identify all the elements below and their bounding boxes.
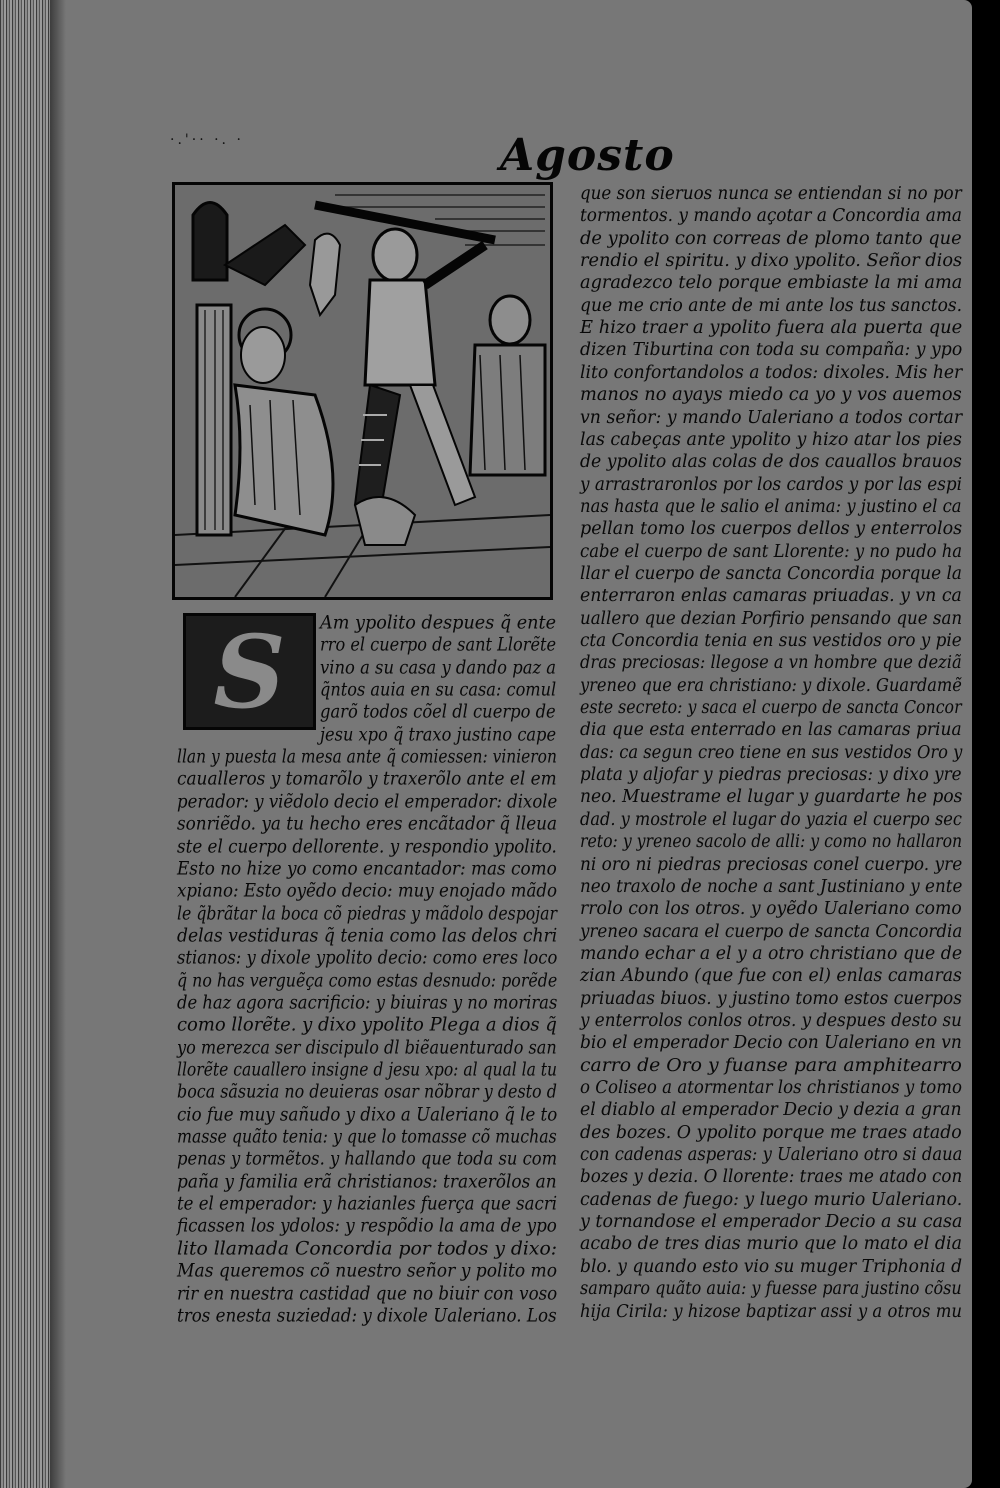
text-line: enterraron enlas camaras priuadas. y vn ca	[580, 585, 962, 606]
text-line: agradezco telo porque embiaste la mi ama	[580, 272, 963, 293]
text-line: priuadas biuos. y justino tomo estos cuerpos	[580, 987, 962, 1009]
text-line: de ypolito con correas de plomo tanto que	[580, 227, 962, 249]
text-line: boca sãsuzia no deuieras osar nõbrar y desto d	[177, 1081, 557, 1103]
text-line: reto: y yreneo sacolo de alli: y como no hallaron	[580, 831, 963, 852]
text-line: lito llamada Concordia por todos y dixo:	[177, 1237, 558, 1260]
text-line: manos no ayays miedo ca yo y vos auemos	[580, 384, 962, 405]
text-line: dizen Tiburtina con toda su compaña: y ypo	[580, 339, 963, 360]
text-line: yreneo que era christiano: y dixole. Guardamẽ	[580, 674, 962, 696]
text-line: y enterrolos conlos otros. y despues desto su	[580, 1009, 962, 1031]
text-line: o Coliseo a atormentar los christianos y tomo	[580, 1076, 962, 1098]
text-line: de haz agora sacrificio: y biuiras y no moriras	[177, 991, 558, 1014]
text-line: q̃ntos auia en su casa: comul	[320, 679, 557, 701]
text-line: con cadenas asperas: y Ualeriano otro si daua	[580, 1143, 963, 1165]
text-line: perador: y viẽdolo decio el emperador: dixole	[177, 790, 558, 813]
text-line: das: ca segun creo tiene en sus vestidos Oro y	[580, 741, 963, 763]
text-line: samparo quãto auia: y fuesse para justino cõsu	[580, 1278, 962, 1299]
text-line: uallero que dezian Porfirio pensando que san	[580, 607, 963, 629]
text-line: xpiano: Esto oyẽdo decio: muy enojado mãdo	[177, 880, 558, 902]
text-line: mando echar a el y a otro christiano que de	[580, 942, 963, 964]
text-line: tros enesta suziedad: y dixole Ualeriano. Los	[177, 1304, 557, 1327]
text-line: E hizo traer a ypolito fuera ala puerta que	[580, 316, 963, 338]
text-line: rir en nuestra castidad que no biuir con voso	[177, 1282, 558, 1304]
text-line: le q̃brãtar la boca cõ piedras y mãdolo despojar	[177, 902, 557, 925]
text-line: hija Cirila: y hizose baptizar assi y a otros mu	[580, 1300, 962, 1321]
text-line: que me crio ante de mi ante los tus sanctos.	[580, 294, 963, 316]
text-line: tormentos. y mando açotar a Concordia ama	[580, 205, 962, 226]
text-line: penas y tormẽtos. y hallando que toda su com	[177, 1148, 558, 1170]
text-line: que son sieruos nunca se entiendan si no por	[580, 182, 962, 204]
text-line: rrolo con los otros. y oyẽdo Ualeriano como	[580, 898, 962, 919]
text-line: Am ypolito despues q̃ ente	[320, 612, 557, 634]
text-line: sonriẽdo. ya tu hecho eres encãtador q̃ lleua	[177, 813, 558, 835]
text-line: cta Concordia tenia en sus vestidos oro y pie	[580, 629, 962, 651]
text-line: neo traxolo de noche a sant Justiniano y ente	[580, 875, 963, 897]
text-line: blo. y quando esto vio su muger Triphonia d	[580, 1255, 963, 1277]
text-line: jesu xpo q̃ traxo justino cape	[320, 723, 557, 746]
text-line: delas vestiduras q̃ tenia como las delos chri	[177, 924, 558, 947]
text-line: vino a su casa y dando paz a	[320, 656, 557, 679]
text-line: las cabeças ante ypolito y hizo atar los pies	[580, 428, 962, 450]
text-line: nas hasta que le salio el anima: y justino el ca	[580, 495, 962, 517]
text-line: lito confortandolos a todos: dixoles. Mis her	[580, 361, 963, 383]
decorated-initial	[183, 613, 316, 730]
text-line: plata y aljofar y piedras preciosas: y dixo yre	[580, 763, 962, 785]
drop-cap-letter: S	[213, 612, 286, 731]
text-line: caualleros y tomarõlo y traxerõlo ante el em	[177, 768, 557, 790]
text-line: llar el cuerpo de sancta Concordia porque la	[580, 562, 962, 584]
text-line: ni oro ni piedras preciosas conel cuerpo. yre	[580, 853, 963, 874]
text-line: cio fue muy sañudo y dixo a Ualeriano q̃ le to	[177, 1103, 558, 1126]
woodcut-illustration	[172, 182, 553, 600]
text-line: y tornandose el emperador Decio a su casa	[580, 1210, 963, 1232]
book-binding	[0, 0, 50, 1488]
text-line: llorẽte cauallero insigne d jesu xpo: al qual la tu	[177, 1059, 558, 1081]
text-line: este secreto: y saca el cuerpo de sancta Concor	[580, 696, 962, 718]
text-line: rro el cuerpo de sant Llorẽte	[320, 634, 557, 656]
text-line: stianos: y dixole ypolito decio: como eres loco	[177, 947, 558, 969]
ink-specks: ·.'·· ·. ·	[170, 132, 244, 148]
text-line: vn señor: y mando Ualeriano a todos cortar	[580, 406, 963, 427]
page-header: Agosto	[500, 130, 675, 181]
text-line: el diablo al emperador Decio y dezia a gran	[580, 1099, 962, 1120]
text-line: zian Abundo (que fue con el) enlas camaras	[580, 965, 962, 986]
text-line: como llorẽte. y dixo ypolito Plega a dios q̃	[177, 1014, 557, 1036]
text-line: rendio el spiritu. y dixo ypolito. Señor dios	[580, 249, 963, 271]
text-line: llan y puesta la mesa ante q̃ comiessen: vinieron	[177, 746, 557, 768]
text-line: garõ todos cõel dl cuerpo de	[320, 701, 556, 723]
text-line: dad. y mostrole el lugar do yazia el cuerpo sec	[580, 808, 962, 830]
text-line: pellan tomo los cuerpos dellos y enterrolos	[580, 518, 963, 539]
text-line: carro de Oro y fuanse para amphitearro	[580, 1054, 962, 1076]
text-line: yreneo sacara el cuerpo de sancta Concordia	[580, 920, 963, 942]
text-line: paña y familia erã christianos: traxerõlos an	[177, 1170, 557, 1193]
text-line: neo. Muestrame el lugar y guardarte he pos	[580, 786, 963, 807]
text-line: bozes y dezia. O llorente: traes me atado con	[580, 1166, 963, 1187]
text-line: q̃ no has verguẽça como estas desnudo: porẽde	[177, 969, 558, 992]
text-line: ste el cuerpo dellorente. y respondio ypolito.	[177, 835, 557, 857]
text-line: acabo de tres dias murio que lo mato el dia	[580, 1233, 962, 1254]
text-line: te el emperador: y hazianles fuerça que sacri	[177, 1193, 558, 1215]
text-line: de ypolito alas colas de dos cauallos brauos	[580, 451, 962, 472]
text-line: ficassen los ydolos: y respõdio la ama de ypo	[177, 1215, 557, 1237]
text-line: y arrastraronlos por los cardos y por las espi	[580, 473, 962, 495]
text-line: yo merezca ser discipulo dl biẽauenturado san	[177, 1036, 557, 1059]
text-line: Esto no hize yo como encantador: mas como	[177, 857, 557, 880]
text-line: dia que esta enterrado en las camaras priua	[580, 719, 962, 740]
text-line: des bozes. O ypolito porque me traes atado	[580, 1121, 962, 1143]
text-line: masse quãto tenia: y que lo tomasse cõ muchas	[177, 1126, 557, 1148]
text-line: cadenas de fuego: y luego murio Ualeriano.	[580, 1188, 963, 1210]
text-line: bio el emperador Decio con Ualeriano en vn	[580, 1032, 962, 1053]
text-line: Mas queremos cõ nuestro señor y polito mo	[177, 1260, 558, 1282]
text-line: dras preciosas: llegose a vn hombre que deziã	[580, 652, 962, 673]
text-line: cabe el cuerpo de sant Llorente: y no pudo ha	[580, 540, 963, 562]
gutter-shadow	[50, 0, 66, 1488]
